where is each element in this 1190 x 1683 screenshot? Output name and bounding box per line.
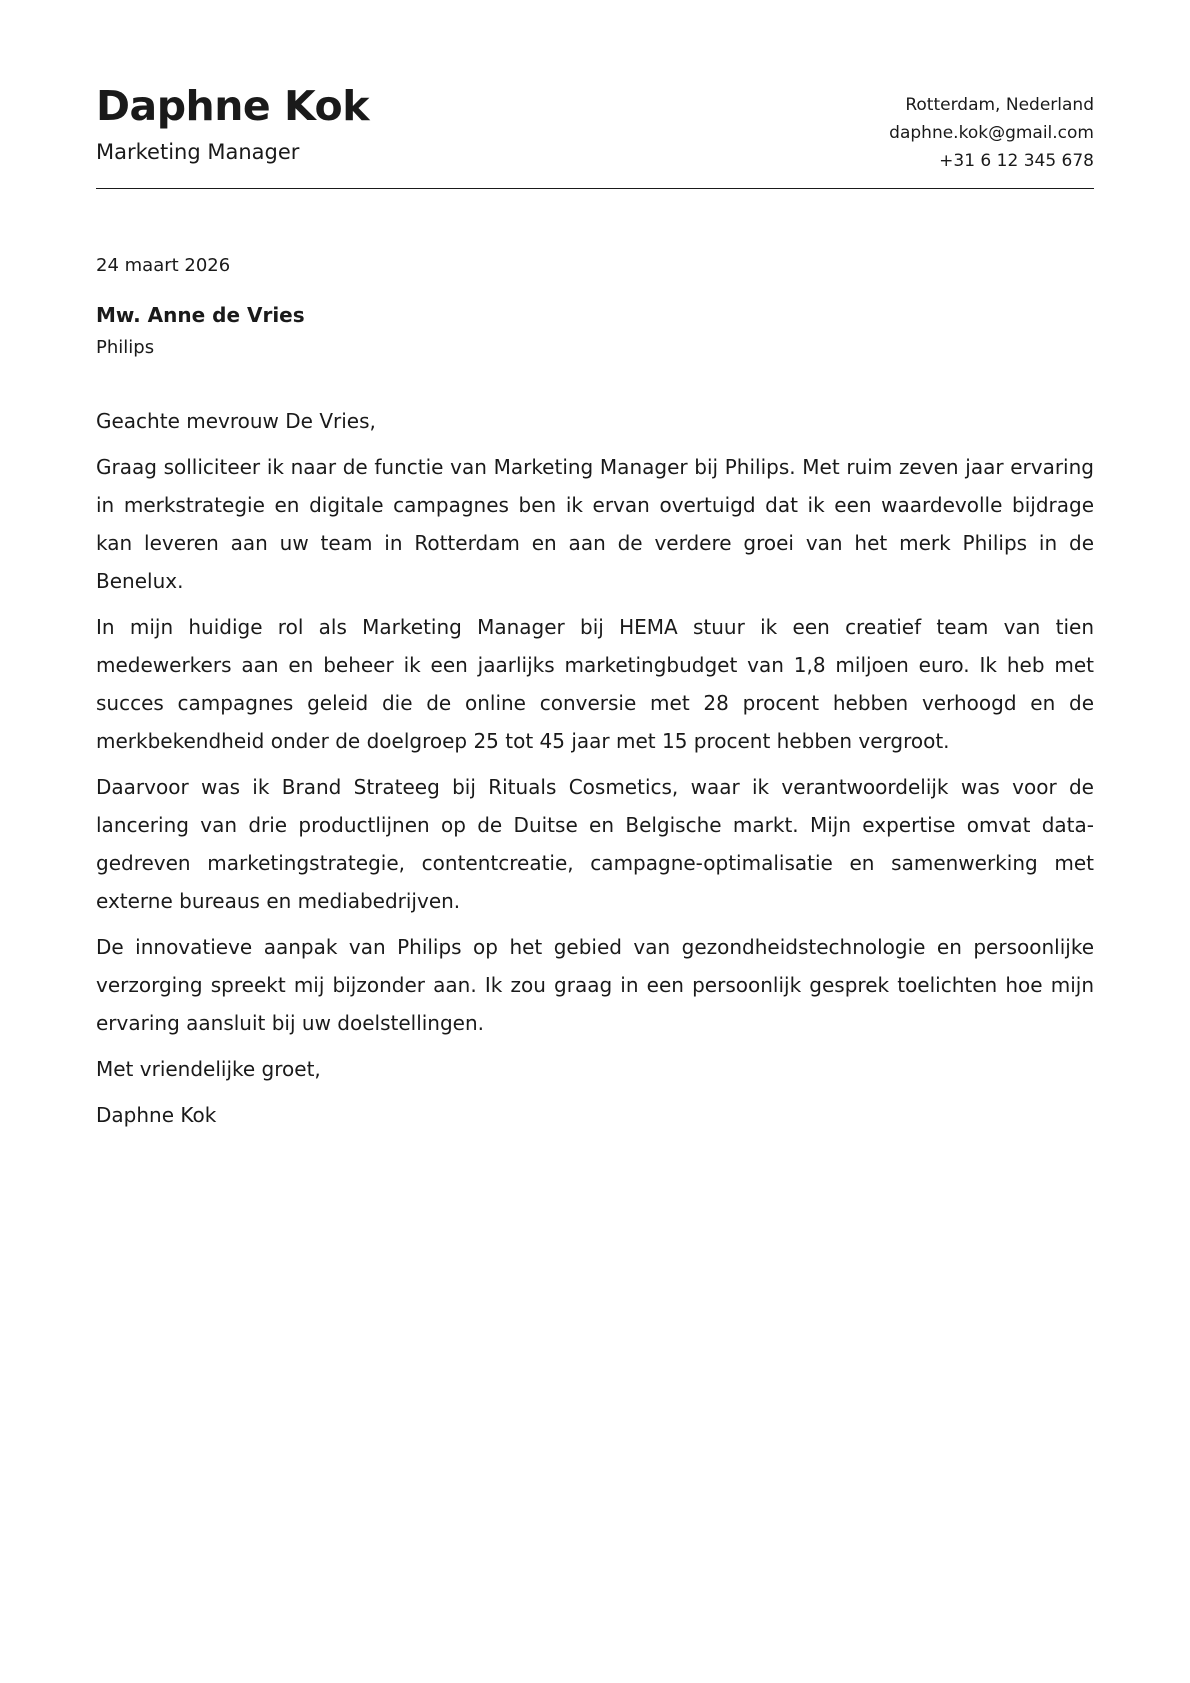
recipient-block (96, 301, 305, 362)
letter-header (96, 0, 1094, 189)
contact-location: Rotterdam, Nederland (905, 95, 1094, 115)
letter-body (96, 402, 1094, 1142)
paragraph-2: In mijn huidige rol als Marketing Manager bij HEMA stuur ik een creatief team van tien medewerkers aan en beheer ik een jaarlijks marketingbudget van 1,8 miljoen euro. Ik heb met succes campagnes geleid die de online conversie met 28 procent hebben verhoogd en de merkbekendheid onder de doelgroep 25 tot 45 jaar met 15 procent hebben vergroot. (96, 615, 1094, 753)
closing: Met vriendelijke groet, (96, 1057, 321, 1081)
recipient-name: Mw. Anne de Vries (96, 303, 305, 327)
paragraph-1: Graag solliciteer ik naar de functie van Marketing Manager bij Philips. Met ruim zeven jaar ervaring in merkstrategie en digitale campagnes ben ik ervan overtuigd dat ik een waardevolle bijdrage kan leveren aan uw team in Rotterdam en aan de verdere groei van het merk Philips in de Benelux. (96, 455, 1094, 593)
recipient-company: Philips (96, 337, 155, 358)
paragraph-3: Daarvoor was ik Brand Strateeg bij Rituals Cosmetics, waar ik verantwoordelijk was voor de lancering van drie productlijnen op de Duitse en Belgische markt. Mijn expertise omvat data-gedreven marketingstrategie, contentcreatie, campagne-optimalisatie en samenwerking met externe bureaus en mediabedrijven. (96, 775, 1094, 913)
contact-block (889, 91, 1094, 175)
salutation: Geachte mevrouw De Vries, (96, 409, 376, 433)
signature: Daphne Kok (96, 1103, 217, 1127)
contact-email: daphne.kok@gmail.com (889, 123, 1094, 143)
letter-date: 24 maart 2026 (96, 255, 231, 276)
sender-job-title: Marketing Manager (96, 140, 300, 164)
sender-name: Daphne Kok (96, 82, 369, 130)
contact-phone: +31 6 12 345 678 (939, 151, 1094, 171)
paragraph-4: De innovatieve aanpak van Philips op het gebied van gezondheidstechnologie en persoonlijke verzorging spreekt mij bijzonder aan. Ik zou graag in een persoonlijk gesprek toelichten hoe mijn ervaring aansluit bij uw doelstellingen. (96, 935, 1094, 1035)
